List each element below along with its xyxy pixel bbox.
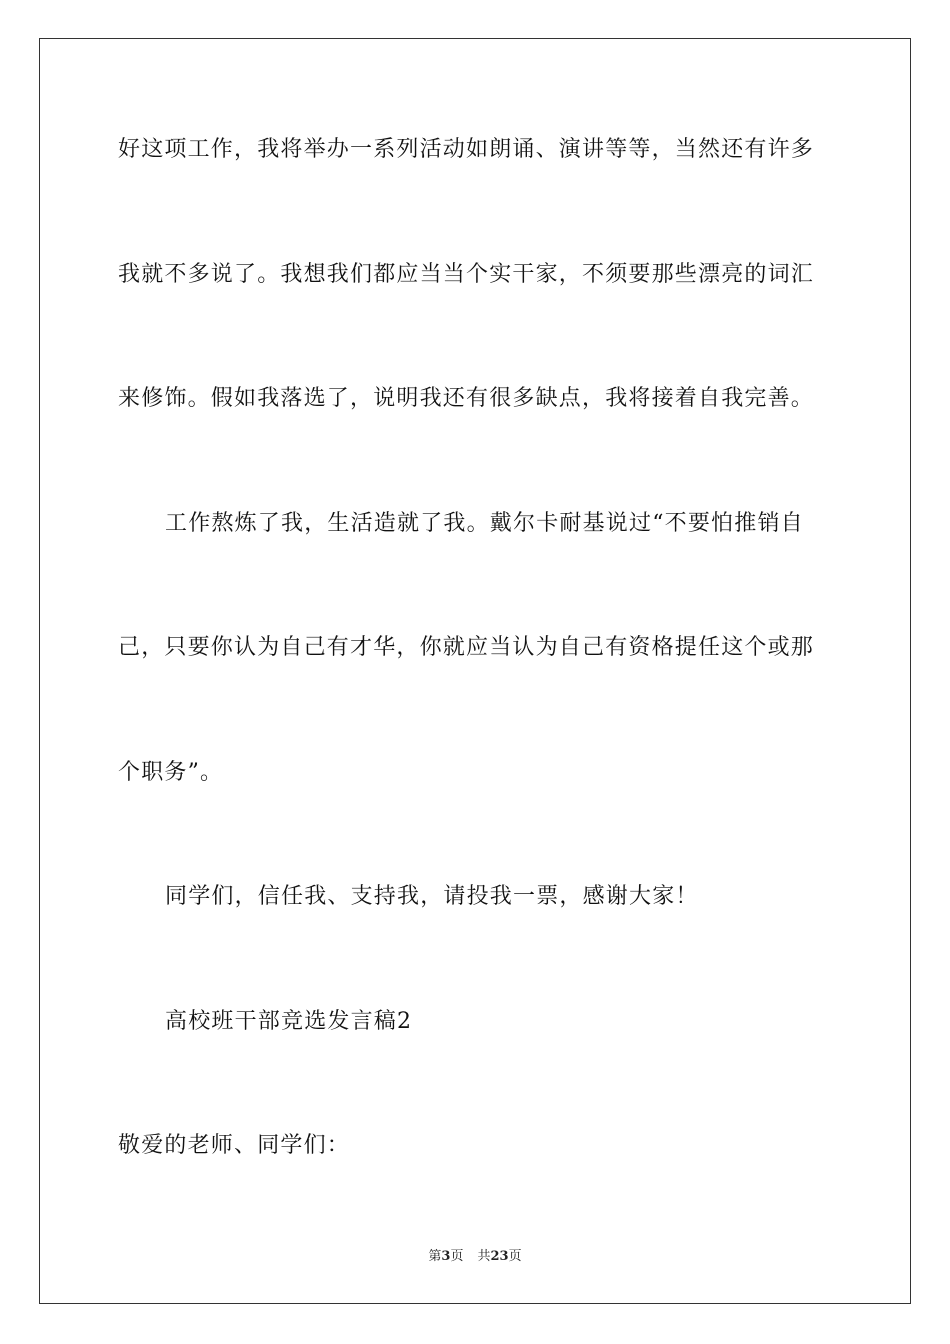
section-heading: 高校班干部竞选发言稿2 — [165, 1009, 413, 1034]
body-text-line-6: 个职务”。 — [118, 760, 224, 785]
footer-total-pages: 23 — [490, 1249, 509, 1264]
page-footer — [0, 1248, 950, 1266]
footer-total-suffix: 页 — [508, 1249, 522, 1264]
footer-page-number: 3 — [441, 1249, 451, 1264]
body-text-line-1: 好这项工作，我将举办一系列活动如朗诵、演讲等等，当然还有许多 — [118, 137, 815, 162]
footer-total-prefix: 共 — [477, 1249, 491, 1264]
body-text-line-4: 工作熬炼了我，生活造就了我。戴尔卡耐基说过“不要怕推销自 — [165, 511, 804, 536]
salutation: 敬爱的老师、同学们： — [118, 1133, 351, 1158]
body-text-line-5: 己，只要你认为自己有才华，你就应当认为自己有资格提任这个或那 — [118, 635, 815, 660]
body-text-line-3: 来修饰。假如我落选了，说明我还有很多缺点，我将接着自我完善。 — [118, 386, 815, 411]
closing-appeal: 同学们，信任我、支持我，请投我一票，感谢大家！ — [165, 884, 699, 909]
body-text-line-2: 我就不多说了。我想我们都应当当个实干家，不须要那些漂亮的词汇 — [118, 262, 815, 287]
page-border — [39, 38, 911, 1304]
footer-page-suffix: 页 — [450, 1249, 464, 1264]
footer-page-prefix: 第 — [428, 1249, 442, 1264]
